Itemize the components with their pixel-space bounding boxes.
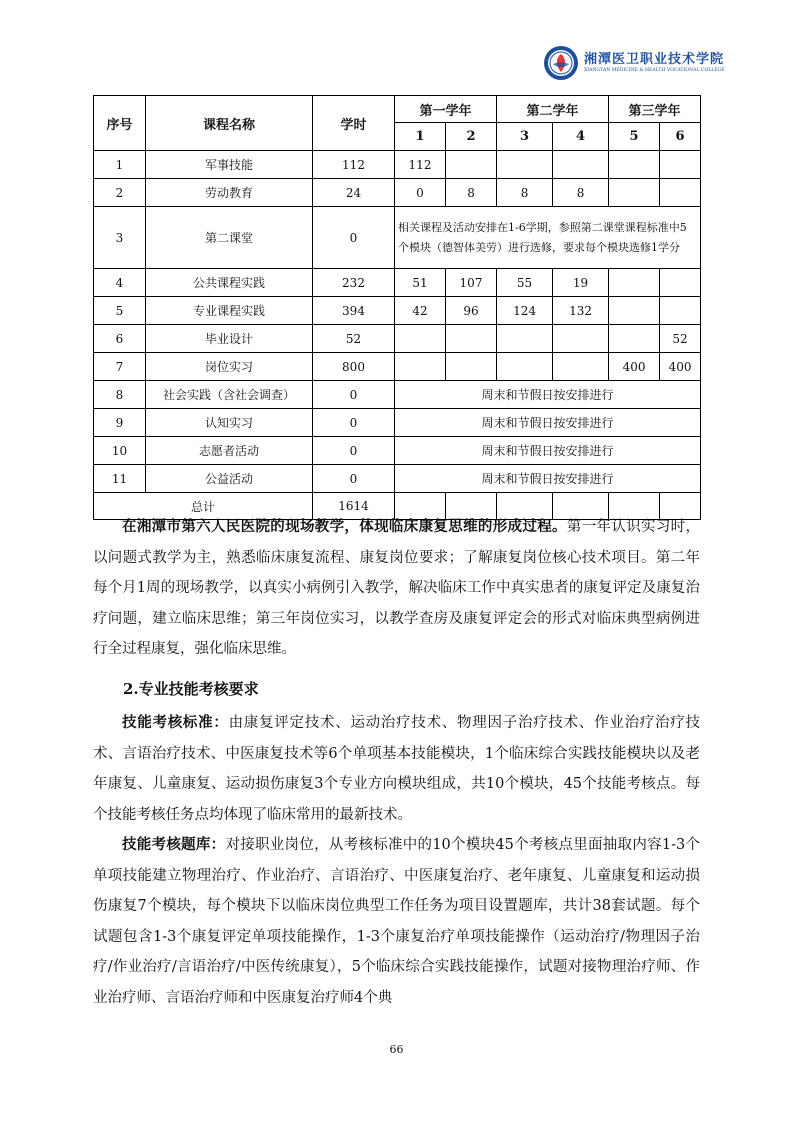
term-cell: 42 (395, 297, 446, 325)
paragraph-lead-bold: 在湘潭市第六人民医院的现场教学，体现临床康复思维的形成过程。 (122, 518, 567, 535)
term-cell (553, 353, 609, 381)
row-course: 专业课程实践 (146, 297, 313, 325)
row-note: 周末和节假日按安排进行 (395, 381, 701, 409)
row-no: 9 (94, 409, 146, 437)
header-term: 2 (446, 123, 497, 151)
row-no: 2 (94, 179, 146, 207)
table-row (94, 151, 701, 179)
row-note: 周末和节假日按安排进行 (395, 409, 701, 437)
row-no: 11 (94, 465, 146, 493)
table-row (94, 179, 701, 207)
row-course: 社会实践（含社会调查） (146, 381, 313, 409)
row-hours: 0 (313, 409, 395, 437)
term-cell (395, 353, 446, 381)
header-term: 6 (660, 123, 701, 151)
term-cell (609, 297, 660, 325)
term-cell (497, 325, 553, 353)
row-note: 相关课程及活动安排在1-6学期，参照第二课堂课程标准中5个模块（德智体美劳）进行选修，要求每个模块选修1学分 (395, 207, 701, 269)
row-hours: 232 (313, 269, 395, 297)
row-hours: 112 (313, 151, 395, 179)
term-cell (553, 151, 609, 179)
total-hours: 1614 (313, 493, 395, 520)
header-hours: 学时 (313, 96, 395, 151)
practice-hours-table (93, 95, 701, 520)
table-row (94, 465, 701, 493)
row-course: 公共课程实践 (146, 269, 313, 297)
paragraph-clinical-teaching (93, 512, 700, 665)
term-cell: 8 (553, 179, 609, 207)
header-term: 1 (395, 123, 446, 151)
paragraph-question-bank (93, 830, 700, 1013)
header-term: 5 (609, 123, 660, 151)
term-cell (660, 151, 701, 179)
term-cell: 0 (395, 179, 446, 207)
table-row (94, 381, 701, 409)
row-course: 劳动教育 (146, 179, 313, 207)
term-cell (395, 325, 446, 353)
row-course: 公益活动 (146, 465, 313, 493)
row-course: 军事技能 (146, 151, 313, 179)
term-cell: 52 (660, 325, 701, 353)
row-no: 10 (94, 437, 146, 465)
term-cell: 19 (553, 269, 609, 297)
page-number: 66 (389, 1043, 404, 1056)
header-year-3: 第三学年 (609, 96, 701, 123)
term-cell (609, 179, 660, 207)
row-hours: 0 (313, 465, 395, 493)
total-label: 总计 (94, 493, 313, 520)
row-hours: 0 (313, 437, 395, 465)
table-row (94, 207, 701, 269)
term-cell (660, 269, 701, 297)
term-cell (497, 151, 553, 179)
term-cell: 107 (446, 269, 497, 297)
row-hours: 394 (313, 297, 395, 325)
paragraph-text: 由康复评定技术、运动治疗技术、物理因子治疗技术、作业治疗治疗技术、言语治疗技术、中医康复技术等6个单项基本技能模块，1个临床综合实践技能模块以及老年康复、儿童康复、运动损伤康复3个专业方向模块组成，共10个模块，45个技能考核点。每个技能考核任务点均体现了临床常用的最新技术。 (93, 715, 700, 823)
row-course: 毕业设计 (146, 325, 313, 353)
term-cell: 96 (446, 297, 497, 325)
term-cell (660, 297, 701, 325)
term-cell: 8 (446, 179, 497, 207)
header-year-2: 第二学年 (497, 96, 609, 123)
term-cell (446, 353, 497, 381)
row-course: 志愿者活动 (146, 437, 313, 465)
term-cell: 112 (395, 151, 446, 179)
header-term: 3 (497, 123, 553, 151)
term-cell (446, 325, 497, 353)
paragraph-text: 对接职业岗位，从考核标准中的10个模块45个考核点里面抽取内容1-3个单项技能建立物理治疗、作业治疗、言语治疗、中医康复治疗、老年康复、儿童康复和运动损伤康复7个模块，每个模块下以临床岗位典型工作任务为项目设置题库，共计38套试题。每个试题包含1-3个康复评定单项技能操作，1-3个康复治疗单项技能操作（运动治疗/物理因子治疗/作业治疗/言语治疗/中医传统康复），5个临床综合实践技能操作，试题对接物理治疗师、作业治疗师、言语治疗师和中医康复治疗师4个典 (93, 837, 701, 1006)
term-cell (609, 151, 660, 179)
row-hours: 52 (313, 325, 395, 353)
row-hours: 0 (313, 207, 395, 269)
header-course-name: 课程名称 (146, 96, 313, 151)
row-hours: 800 (313, 353, 395, 381)
row-no: 7 (94, 353, 146, 381)
logo-english-name: XIANGTAN MEDICINE & HEALTH VOCATIONAL COLLEGE (584, 67, 725, 73)
term-cell (446, 151, 497, 179)
table-row (94, 297, 701, 325)
term-cell: 400 (660, 353, 701, 381)
row-hours: 24 (313, 179, 395, 207)
row-course: 认知实习 (146, 409, 313, 437)
table-row (94, 269, 701, 297)
term-cell (553, 325, 609, 353)
term-cell: 400 (609, 353, 660, 381)
row-no: 8 (94, 381, 146, 409)
term-cell (609, 325, 660, 353)
term-cell (660, 179, 701, 207)
row-no: 3 (94, 207, 146, 269)
college-emblem-icon (543, 45, 579, 81)
row-no: 5 (94, 297, 146, 325)
row-note: 周末和节假日按安排进行 (395, 437, 701, 465)
row-no: 4 (94, 269, 146, 297)
header-no: 序号 (94, 96, 146, 151)
header-term: 4 (553, 123, 609, 151)
term-cell: 124 (497, 297, 553, 325)
paragraph-assessment-standard (93, 708, 700, 830)
term-cell: 132 (553, 297, 609, 325)
term-cell: 8 (497, 179, 553, 207)
table-row (94, 409, 701, 437)
header-year-1: 第一学年 (395, 96, 497, 123)
logo-chinese-name: 湘潭医卫职业技术学院 (584, 51, 725, 67)
section-heading: 2.专业技能考核要求 (123, 680, 259, 698)
row-no: 6 (94, 325, 146, 353)
row-no: 1 (94, 151, 146, 179)
term-cell: 51 (395, 269, 446, 297)
paragraph-lead-bold: 技能考核题库： (122, 836, 226, 853)
table-row (94, 325, 701, 353)
term-cell (609, 269, 660, 297)
college-logo (543, 44, 723, 82)
paragraph-text: 第一年认识实习时，以问题式教学为主，熟悉临床康复流程、康复岗位要求；了解康复岗位核心技术项目。第二年每个月1周的现场教学，以真实小病例引入教学，解决临床工作中真实患者的康复评定及康复治疗问题，建立临床思维；第三年岗位实习，以教学查房及康复评定会的形式对临床典型病例进行全过程康复，强化临床思维。 (93, 519, 701, 657)
table-row (94, 437, 701, 465)
row-note: 周末和节假日按安排进行 (395, 465, 701, 493)
row-course: 岗位实习 (146, 353, 313, 381)
term-cell: 55 (497, 269, 553, 297)
paragraph-lead-bold: 技能考核标准： (122, 714, 229, 731)
row-course: 第二课堂 (146, 207, 313, 269)
table-row (94, 353, 701, 381)
row-hours: 0 (313, 381, 395, 409)
term-cell (497, 353, 553, 381)
